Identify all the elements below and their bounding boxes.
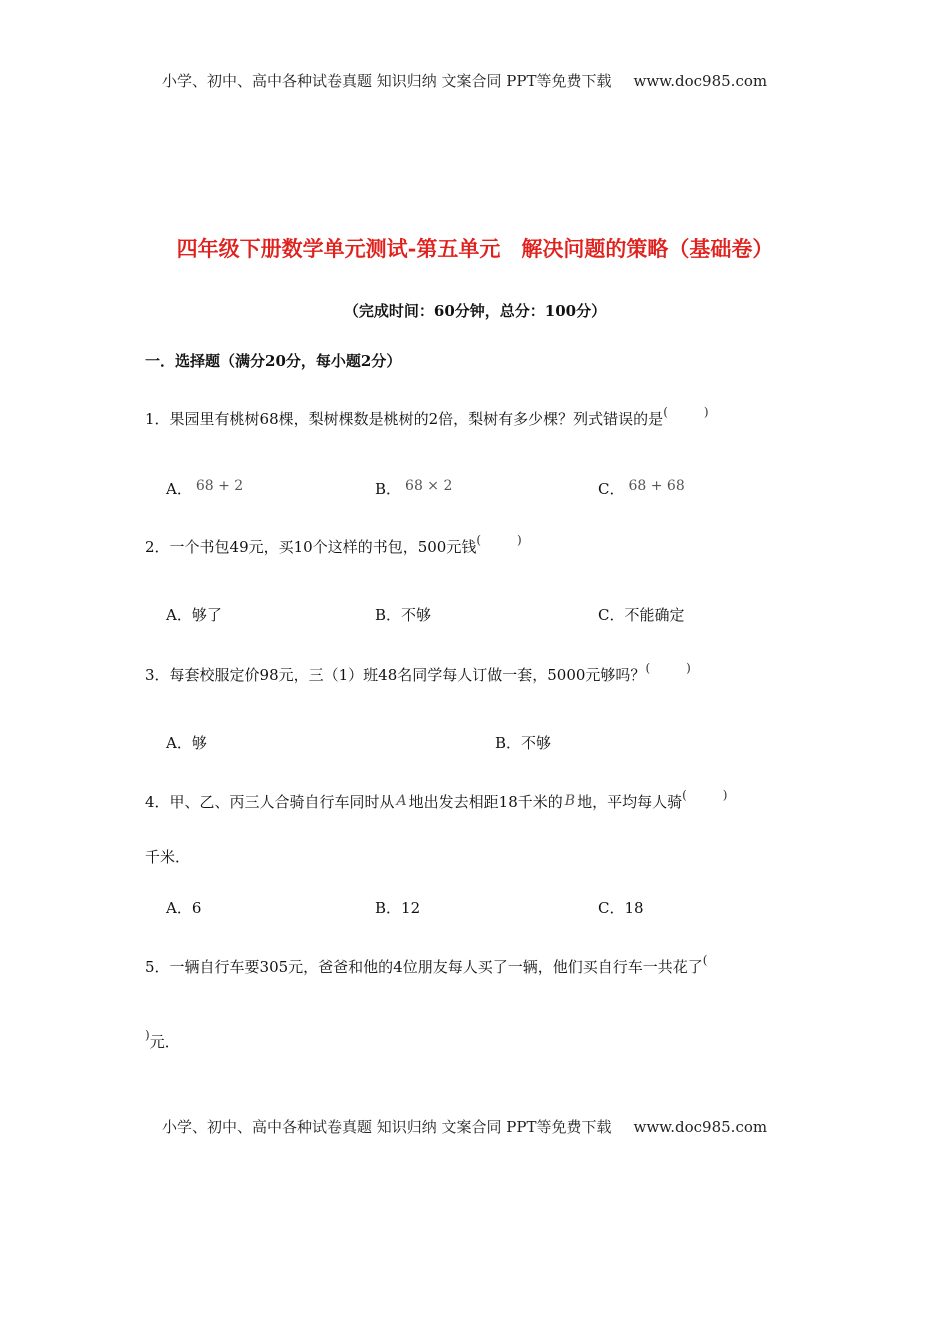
page-header <box>162 70 767 91</box>
q2-option-b: B．不够 <box>375 606 432 624</box>
section-heading: 一．选择题（满分20分，每小题2分） <box>145 352 402 370</box>
header-text: 小学、初中、高中各种试卷真题 知识归纳 文案合同 PPT等免费下载 <box>162 72 612 90</box>
point-a-var: A <box>396 793 407 809</box>
q3-option-b: B．不够 <box>495 734 552 752</box>
question-5 <box>145 953 707 977</box>
document-subtitle: （完成时间：60分钟，总分：100分） <box>343 302 607 320</box>
question-1-text: 1．果园里有桃树68棵，梨树棵数是桃树的2倍，梨树有多少棵？列式错误的是 <box>145 410 664 428</box>
q3-option-a: A．够 <box>166 734 207 752</box>
question-2 <box>145 533 522 557</box>
question-2-text: 2．一个书包49元，买10个这样的书包，500元钱 <box>145 538 477 556</box>
answer-paren: ( ) <box>476 533 522 547</box>
document-title: 四年级下册数学单元测试-第五单元 解决问题的策略（基础卷） <box>176 236 774 261</box>
q1-option-c-expr: 68 + 68 <box>628 478 685 494</box>
question-4-continuation: 千米． <box>145 848 191 866</box>
point-b-var: B <box>564 793 576 809</box>
q4-option-a: A．6 <box>166 899 202 917</box>
answer-paren: ( ) <box>682 788 728 802</box>
q1-option-a-expr: 68 + 2 <box>195 478 244 494</box>
answer-paren: ( ) <box>663 405 709 419</box>
q1-option-c: C． 68 + 68 <box>598 478 685 498</box>
footer-url[interactable]: www.doc985.com <box>633 1118 768 1136</box>
question-5-text: 5．一辆自行车要305元，爸爸和他的4位朋友每人买了一辆，他们买自行车一共花了 <box>145 958 703 976</box>
answer-paren-open: ( <box>702 953 708 967</box>
question-4: 4．甲、乙、丙三人合骑自行车同时从 A 地出发去相距18千米的 B 地，平均每人骑( ) <box>145 788 728 811</box>
answer-paren: ( ) <box>645 661 691 675</box>
answer-paren-close: ) <box>145 1028 150 1042</box>
question-3-text: 3．每套校服定价98元，三（1）班48名同学每人订做一套，5000元够吗？ <box>145 666 646 684</box>
q1-option-a: A． 68 + 2 <box>166 478 244 498</box>
header-url[interactable]: www.doc985.com <box>633 72 768 90</box>
q4-option-c: C．18 <box>598 899 644 917</box>
q1-option-b: B． 68 × 2 <box>375 478 453 498</box>
question-5-continuation: )元． <box>145 1028 180 1051</box>
q2-option-a: A．够了 <box>166 606 222 624</box>
page-footer <box>162 1116 767 1137</box>
footer-text: 小学、初中、高中各种试卷真题 知识归纳 文案合同 PPT等免费下载 <box>162 1118 612 1136</box>
question-3 <box>145 661 691 685</box>
q1-option-b-expr: 68 × 2 <box>405 478 453 494</box>
question-1 <box>145 405 709 429</box>
q4-option-b: B．12 <box>375 899 421 917</box>
q2-option-c: C．不能确定 <box>598 606 685 624</box>
